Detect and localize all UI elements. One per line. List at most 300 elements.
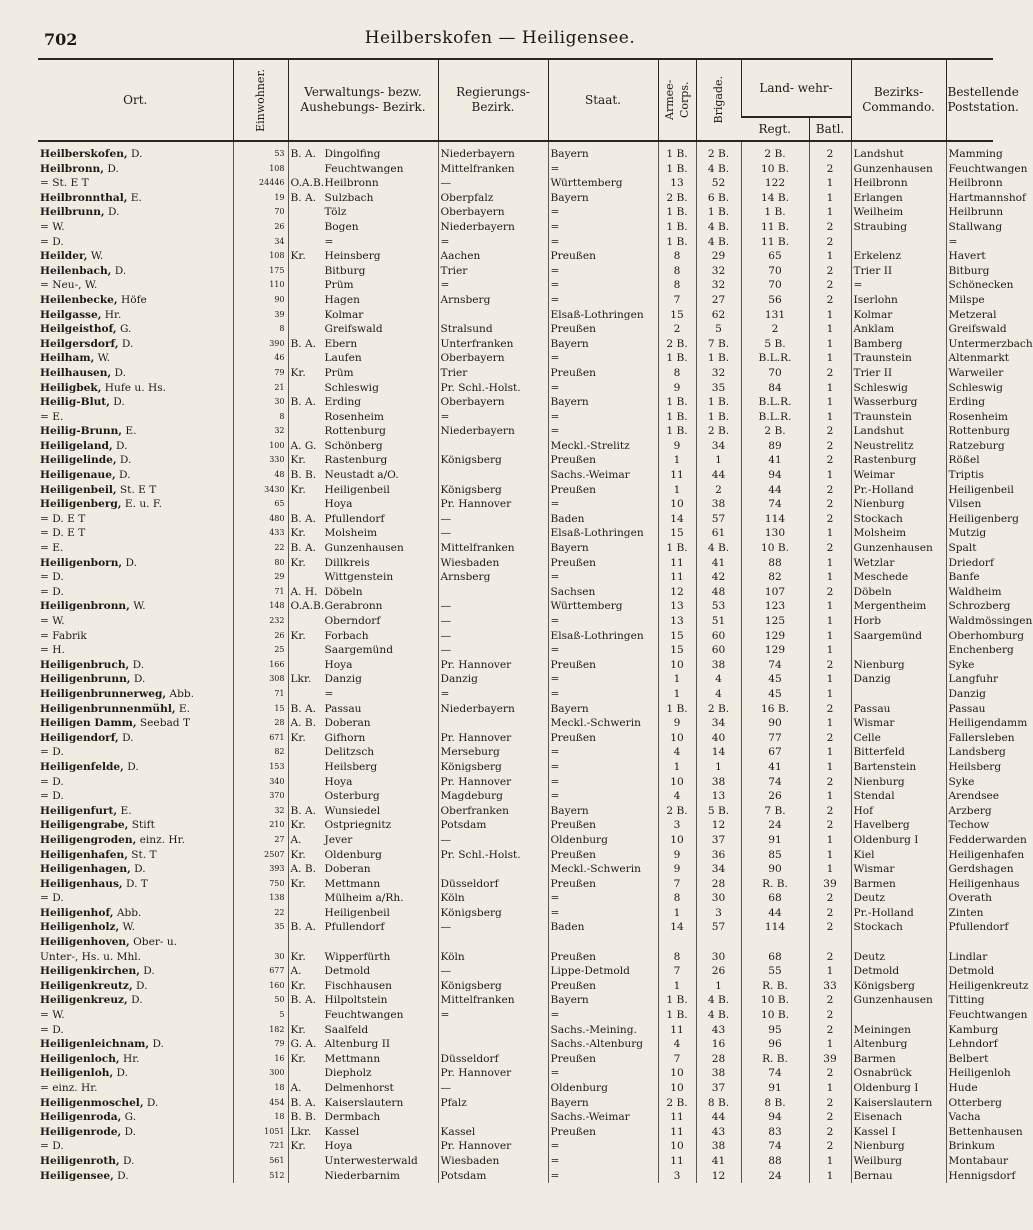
cell-einwohner: 65 xyxy=(233,497,288,512)
cell-regierung: Pfalz xyxy=(438,1096,548,1111)
table-row xyxy=(38,468,993,483)
cell-ort xyxy=(38,672,233,687)
cell-regt: B.L.R. xyxy=(741,410,809,425)
cell-verwaltung xyxy=(288,1096,438,1111)
cell-einwohner: 370 xyxy=(233,789,288,804)
table-row xyxy=(38,1052,993,1067)
cell-regt: 10 B. xyxy=(741,541,809,556)
district-type: A. B. xyxy=(290,717,317,730)
cell-brigade: 36 xyxy=(696,848,741,863)
cell-bezirk: Heilbronn xyxy=(851,176,946,191)
district-name: Kaiserslautern xyxy=(324,1096,404,1109)
district-type: Kr. xyxy=(290,250,306,263)
district-type: B. A. xyxy=(290,804,317,817)
cell-brigade: 43 xyxy=(696,1023,741,1038)
cell-regierung: Düsseldorf xyxy=(438,1052,548,1067)
cell-einwohner: 71 xyxy=(233,687,288,702)
place-type: D. xyxy=(111,264,127,277)
cell-verwaltung xyxy=(288,643,438,658)
place-name: Heiligenbrunnenmühl, xyxy=(40,702,176,715)
cell-post: Feuchtwangen xyxy=(946,1008,993,1023)
cell-staat: = xyxy=(548,497,658,512)
cell-einwohner: 25 xyxy=(233,643,288,658)
gazetteer-table-wrapper xyxy=(38,58,1033,1183)
cell-post: Feuchtwangen xyxy=(946,162,993,177)
cell-einwohner: 46 xyxy=(233,351,288,366)
cell-bezirk: Trier II xyxy=(851,264,946,279)
place-name: Heiligenaue, xyxy=(40,469,116,482)
col-header-einwohner-text: Einwohner. xyxy=(254,68,267,132)
district-name: Pfullendorf xyxy=(324,512,385,525)
cell-staat: Preußen xyxy=(548,453,658,468)
cell-post: Heiligenhafen xyxy=(946,848,993,863)
cell-regierung xyxy=(438,585,548,600)
place-type: E. xyxy=(175,702,191,715)
cell-regt: 10 B. xyxy=(741,993,809,1008)
cell-armee: 1 B. xyxy=(658,141,696,162)
cell-einwohner: 210 xyxy=(233,818,288,833)
table-row xyxy=(38,818,993,833)
district-type: Kr. xyxy=(290,1023,306,1036)
cell-bezirk: Döbeln xyxy=(851,585,946,600)
cell-bezirk: Neustrelitz xyxy=(851,439,946,454)
cell-armee: 10 xyxy=(658,775,696,790)
district-type: Kr. xyxy=(290,731,306,744)
cell-verwaltung xyxy=(288,614,438,629)
cell-regierung: Kassel xyxy=(438,1125,548,1140)
cell-einwohner: 1051 xyxy=(233,1125,288,1140)
cell-ort xyxy=(38,308,233,323)
cell-bezirk: Passau xyxy=(851,702,946,717)
cell-brigade: 8 B. xyxy=(696,1096,741,1111)
cell-post: Landsberg xyxy=(946,745,993,760)
district-name: Doberan xyxy=(324,863,371,876)
cell-brigade: 1 B. xyxy=(696,351,741,366)
cell-bezirk: Kassel I xyxy=(851,1125,946,1140)
district-name: Rosenheim xyxy=(324,410,384,423)
cell-armee: 13 xyxy=(658,614,696,629)
cell-regt: 68 xyxy=(741,950,809,965)
cell-regt: R. B. xyxy=(741,1052,809,1067)
cell-verwaltung xyxy=(288,483,438,498)
cell-brigade: 60 xyxy=(696,629,741,644)
place-type: = E. xyxy=(40,410,64,423)
cell-regt: 130 xyxy=(741,526,809,541)
cell-regierung: Pr. Hannover xyxy=(438,731,548,746)
cell-batl: 2 xyxy=(809,804,851,819)
place-type: W. xyxy=(119,921,135,934)
table-row xyxy=(38,862,993,877)
cell-einwohner: 110 xyxy=(233,278,288,293)
cell-ort xyxy=(38,585,233,600)
cell-verwaltung xyxy=(288,599,438,614)
table-row xyxy=(38,541,993,556)
table-row xyxy=(38,804,993,819)
cell-post: Banfe xyxy=(946,570,993,585)
cell-staat: Preußen xyxy=(548,979,658,994)
cell-bezirk: Meiningen xyxy=(851,1023,946,1038)
cell-batl: 1 xyxy=(809,556,851,571)
cell-bezirk: Meschede xyxy=(851,570,946,585)
cell-einwohner: 32 xyxy=(233,804,288,819)
cell-einwohner: 30 xyxy=(233,950,288,965)
cell-armee: 13 xyxy=(658,599,696,614)
district-type: Kr. xyxy=(290,877,306,890)
place-type: D. xyxy=(132,979,148,992)
district-type: O.A.B. xyxy=(290,177,325,190)
cell-ort xyxy=(38,891,233,906)
cell-armee: 14 xyxy=(658,512,696,527)
cell-armee: 1 B. xyxy=(658,702,696,717)
cell-batl: 2 xyxy=(809,585,851,600)
cell-post: Oberhomburg xyxy=(946,629,993,644)
cell-batl xyxy=(809,935,851,950)
cell-armee: 8 xyxy=(658,950,696,965)
cell-ort xyxy=(38,556,233,571)
cell-post: Bettenhausen xyxy=(946,1125,993,1140)
cell-regierung: Oberbayern xyxy=(438,351,548,366)
cell-post: Heiligenhaus xyxy=(946,877,993,892)
cell-regierung: — xyxy=(438,920,548,935)
cell-einwohner: 721 xyxy=(233,1139,288,1154)
cell-armee: 15 xyxy=(658,629,696,644)
district-name: Feuchtwangen xyxy=(324,162,404,175)
cell-bezirk: Pr.-Holland xyxy=(851,906,946,921)
cell-einwohner: 28 xyxy=(233,716,288,731)
cell-armee: 2 xyxy=(658,322,696,337)
cell-post: Mamming xyxy=(946,141,993,162)
cell-batl: 1 xyxy=(809,848,851,863)
district-name: Kolmar xyxy=(324,308,364,321)
cell-brigade: 30 xyxy=(696,950,741,965)
place-name: Heilig-Blut, xyxy=(40,396,110,409)
district-type: Kr. xyxy=(290,527,306,540)
cell-regierung: Oberbayern xyxy=(438,395,548,410)
cell-armee: 1 xyxy=(658,453,696,468)
cell-brigade: 28 xyxy=(696,1052,741,1067)
cell-regierung: — xyxy=(438,512,548,527)
cell-post: Heilbrunn xyxy=(946,205,993,220)
cell-staat: Bayern xyxy=(548,141,658,162)
cell-einwohner: 390 xyxy=(233,337,288,352)
cell-armee: 11 xyxy=(658,1125,696,1140)
cell-regt: 125 xyxy=(741,614,809,629)
cell-staat: = xyxy=(548,235,658,250)
cell-batl: 1 xyxy=(809,1154,851,1169)
place-type: D. xyxy=(119,1154,135,1167)
cell-batl: 2 xyxy=(809,483,851,498)
cell-batl: 2 xyxy=(809,1066,851,1081)
cell-verwaltung xyxy=(288,1008,438,1023)
cell-verwaltung xyxy=(288,818,438,833)
cell-regierung: Pr. Hannover xyxy=(438,658,548,673)
place-type: W. xyxy=(129,600,146,613)
cell-regt: 24 xyxy=(741,1169,809,1184)
cell-ort xyxy=(38,731,233,746)
cell-ort xyxy=(38,658,233,673)
district-name: Hoya xyxy=(324,658,353,671)
cell-brigade: 61 xyxy=(696,526,741,541)
cell-batl: 1 xyxy=(809,570,851,585)
district-name: Tölz xyxy=(324,206,347,219)
cell-post: Hennigsdorf xyxy=(946,1169,993,1184)
cell-staat: Preußen xyxy=(548,366,658,381)
place-type: D. xyxy=(139,965,155,978)
district-name: Heiligenbeil xyxy=(324,906,390,919)
cell-regt: 90 xyxy=(741,716,809,731)
district-type: Lkr. xyxy=(290,673,312,686)
cell-einwohner: 16 xyxy=(233,1052,288,1067)
table-row xyxy=(38,497,993,512)
cell-einwohner: 19 xyxy=(233,191,288,206)
cell-armee: 11 xyxy=(658,1154,696,1169)
table-row xyxy=(38,424,993,439)
district-type: A. B. xyxy=(290,863,317,876)
cell-batl: 1 xyxy=(809,672,851,687)
cell-brigade: 30 xyxy=(696,891,741,906)
district-type: Kr. xyxy=(290,483,306,496)
cell-regt: 74 xyxy=(741,775,809,790)
cell-armee: 15 xyxy=(658,643,696,658)
district-name: Döbeln xyxy=(324,585,363,598)
cell-regt: 2 B. xyxy=(741,141,809,162)
table-row xyxy=(38,556,993,571)
cell-bezirk: Stockach xyxy=(851,512,946,527)
place-type: D. xyxy=(143,1096,159,1109)
cell-staat: = xyxy=(548,687,658,702)
col-header-regierung: Regierungs- Bezirk. xyxy=(438,59,548,141)
place-name: Heilbrunn, xyxy=(40,206,105,219)
cell-staat: Sachs.-Altenburg xyxy=(548,1037,658,1052)
cell-brigade: 40 xyxy=(696,731,741,746)
cell-einwohner: 160 xyxy=(233,979,288,994)
cell-batl: 1 xyxy=(809,964,851,979)
place-name: Heilgasse, xyxy=(40,308,102,321)
cell-staat: Baden xyxy=(548,512,658,527)
cell-bezirk: Hof xyxy=(851,804,946,819)
cell-staat: = xyxy=(548,891,658,906)
cell-verwaltung xyxy=(288,424,438,439)
cell-regt: 91 xyxy=(741,1081,809,1096)
place-name: Heiligenkreutz, xyxy=(40,979,133,992)
cell-verwaltung xyxy=(288,848,438,863)
table-row xyxy=(38,702,993,717)
cell-verwaltung xyxy=(288,804,438,819)
cell-post: Gerdshagen xyxy=(946,862,993,877)
cell-post: Syke xyxy=(946,775,993,790)
cell-post: Havert xyxy=(946,249,993,264)
cell-staat: = xyxy=(548,775,658,790)
cell-ort xyxy=(38,162,233,177)
cell-regt: 82 xyxy=(741,570,809,585)
place-name: Heiligenkreuz, xyxy=(40,994,128,1007)
cell-einwohner: 26 xyxy=(233,629,288,644)
cell-post: Stallwang xyxy=(946,220,993,235)
place-name: Heiligenhafen, xyxy=(40,848,128,861)
cell-batl: 2 xyxy=(809,702,851,717)
cell-armee: 9 xyxy=(658,862,696,877)
place-name: Heilbronnthal, xyxy=(40,191,128,204)
district-name: Diepholz xyxy=(324,1067,372,1080)
cell-einwohner: 182 xyxy=(233,1023,288,1038)
table-row xyxy=(38,775,993,790)
cell-ort xyxy=(38,526,233,541)
cell-post: Overath xyxy=(946,891,993,906)
cell-staat: = xyxy=(548,220,658,235)
cell-staat: Elsaß-Lothringen xyxy=(548,526,658,541)
cell-regt: 55 xyxy=(741,964,809,979)
cell-regt: 77 xyxy=(741,731,809,746)
table-row xyxy=(38,1008,993,1023)
cell-bezirk: Mergentheim xyxy=(851,599,946,614)
cell-bezirk: Barmen xyxy=(851,1052,946,1067)
place-type: G. xyxy=(121,1111,137,1124)
cell-regt: 10 B. xyxy=(741,162,809,177)
cell-bezirk: Wetzlar xyxy=(851,556,946,571)
col-header-brigade-text: Brigade. xyxy=(712,76,725,124)
district-name: Unterwesterwald xyxy=(324,1154,418,1167)
cell-regt: 74 xyxy=(741,658,809,673)
place-type: D. xyxy=(116,454,132,467)
cell-staat: = xyxy=(548,906,658,921)
cell-regierung: — xyxy=(438,629,548,644)
cell-post: Lindlar xyxy=(946,950,993,965)
cell-regierung: Arnsberg xyxy=(438,293,548,308)
cell-bezirk: Saargemünd xyxy=(851,629,946,644)
place-type: = D. xyxy=(40,746,64,759)
cell-staat: Elsaß-Lothringen xyxy=(548,629,658,644)
cell-armee: 10 xyxy=(658,658,696,673)
cell-staat: Preußen xyxy=(548,658,658,673)
cell-verwaltung xyxy=(288,141,438,162)
cell-verwaltung xyxy=(288,322,438,337)
cell-ort xyxy=(38,541,233,556)
cell-armee: 7 xyxy=(658,1052,696,1067)
district-type: B. A. xyxy=(290,994,317,1007)
district-name: Ebern xyxy=(324,337,358,350)
cell-ort xyxy=(38,745,233,760)
col-header-batl: Batl. xyxy=(809,117,851,141)
district-name: Bitburg xyxy=(324,264,366,277)
col-header-armee-text: Armee-Corps. xyxy=(663,79,691,121)
district-type: Kr. xyxy=(290,629,306,642)
cell-regt: R. B. xyxy=(741,979,809,994)
cell-einwohner: 100 xyxy=(233,439,288,454)
table-row xyxy=(38,935,993,950)
cell-armee: 15 xyxy=(658,526,696,541)
cell-post: Vacha xyxy=(946,1110,993,1125)
place-type: D. xyxy=(112,439,128,452)
cell-staat: = xyxy=(548,745,658,760)
cell-batl: 2 xyxy=(809,141,851,162)
cell-verwaltung xyxy=(288,833,438,848)
place-type: = Neu-, W. xyxy=(40,279,98,292)
cell-bezirk: Deutz xyxy=(851,891,946,906)
cell-batl: 2 xyxy=(809,439,851,454)
cell-regierung: = xyxy=(438,278,548,293)
cell-einwohner: 35 xyxy=(233,920,288,935)
cell-ort xyxy=(38,483,233,498)
table-row xyxy=(38,629,993,644)
cell-ort xyxy=(38,643,233,658)
cell-verwaltung xyxy=(288,410,438,425)
cell-armee: 8 xyxy=(658,278,696,293)
cell-staat: = xyxy=(548,205,658,220)
cell-regt: 70 xyxy=(741,278,809,293)
cell-regierung: Potsdam xyxy=(438,818,548,833)
cell-armee: 2 B. xyxy=(658,191,696,206)
cell-brigade: 32 xyxy=(696,264,741,279)
cell-bezirk xyxy=(851,935,946,950)
table-row xyxy=(38,745,993,760)
cell-batl: 2 xyxy=(809,731,851,746)
cell-ort xyxy=(38,322,233,337)
cell-ort xyxy=(38,775,233,790)
table-row xyxy=(38,1066,993,1081)
district-name: Hagen xyxy=(324,293,360,306)
cell-post: Enchenberg xyxy=(946,643,993,658)
cell-regierung xyxy=(438,308,548,323)
cell-batl: 2 xyxy=(809,541,851,556)
cell-regt: 5 B. xyxy=(741,337,809,352)
cell-armee: 1 B. xyxy=(658,351,696,366)
cell-bezirk: = xyxy=(851,278,946,293)
cell-bezirk: Barmen xyxy=(851,877,946,892)
cell-regt: 70 xyxy=(741,264,809,279)
cell-regierung: Mittelfranken xyxy=(438,541,548,556)
place-name: Heiligbek, xyxy=(40,381,102,394)
table-row xyxy=(38,1037,993,1052)
cell-regierung: — xyxy=(438,964,548,979)
cell-verwaltung xyxy=(288,497,438,512)
cell-batl: 2 xyxy=(809,950,851,965)
cell-armee: 10 xyxy=(658,731,696,746)
cell-brigade: 32 xyxy=(696,278,741,293)
district-name: Dingolfing xyxy=(324,148,381,160)
cell-regt: 114 xyxy=(741,920,809,935)
table-row xyxy=(38,1096,993,1111)
district-name: Hoya xyxy=(324,498,353,511)
cell-einwohner: 393 xyxy=(233,862,288,877)
cell-bezirk: Gunzenhausen xyxy=(851,541,946,556)
cell-ort xyxy=(38,351,233,366)
cell-verwaltung xyxy=(288,337,438,352)
cell-batl: 1 xyxy=(809,629,851,644)
table-row xyxy=(38,191,993,206)
cell-brigade: 7 B. xyxy=(696,337,741,352)
table-row xyxy=(38,205,993,220)
cell-ort xyxy=(38,1008,233,1023)
cell-bezirk: Wasserburg xyxy=(851,395,946,410)
district-name: Jever xyxy=(324,833,353,846)
place-type: W. xyxy=(94,352,111,365)
place-type: Höfe xyxy=(117,293,147,306)
cell-armee: 1 B. xyxy=(658,395,696,410)
table-row xyxy=(38,1125,993,1140)
cell-ort xyxy=(38,979,233,994)
place-type: D. xyxy=(103,162,119,175)
cell-regt: 85 xyxy=(741,848,809,863)
cell-ort xyxy=(38,453,233,468)
cell-batl: 1 xyxy=(809,308,851,323)
cell-brigade: 2 xyxy=(696,483,741,498)
cell-ort xyxy=(38,424,233,439)
district-type: B. A. xyxy=(290,542,317,555)
cell-regt: 8 B. xyxy=(741,1096,809,1111)
place-type: W. xyxy=(87,250,104,263)
place-type: = D. E T xyxy=(40,512,86,525)
cell-regt: 90 xyxy=(741,862,809,877)
